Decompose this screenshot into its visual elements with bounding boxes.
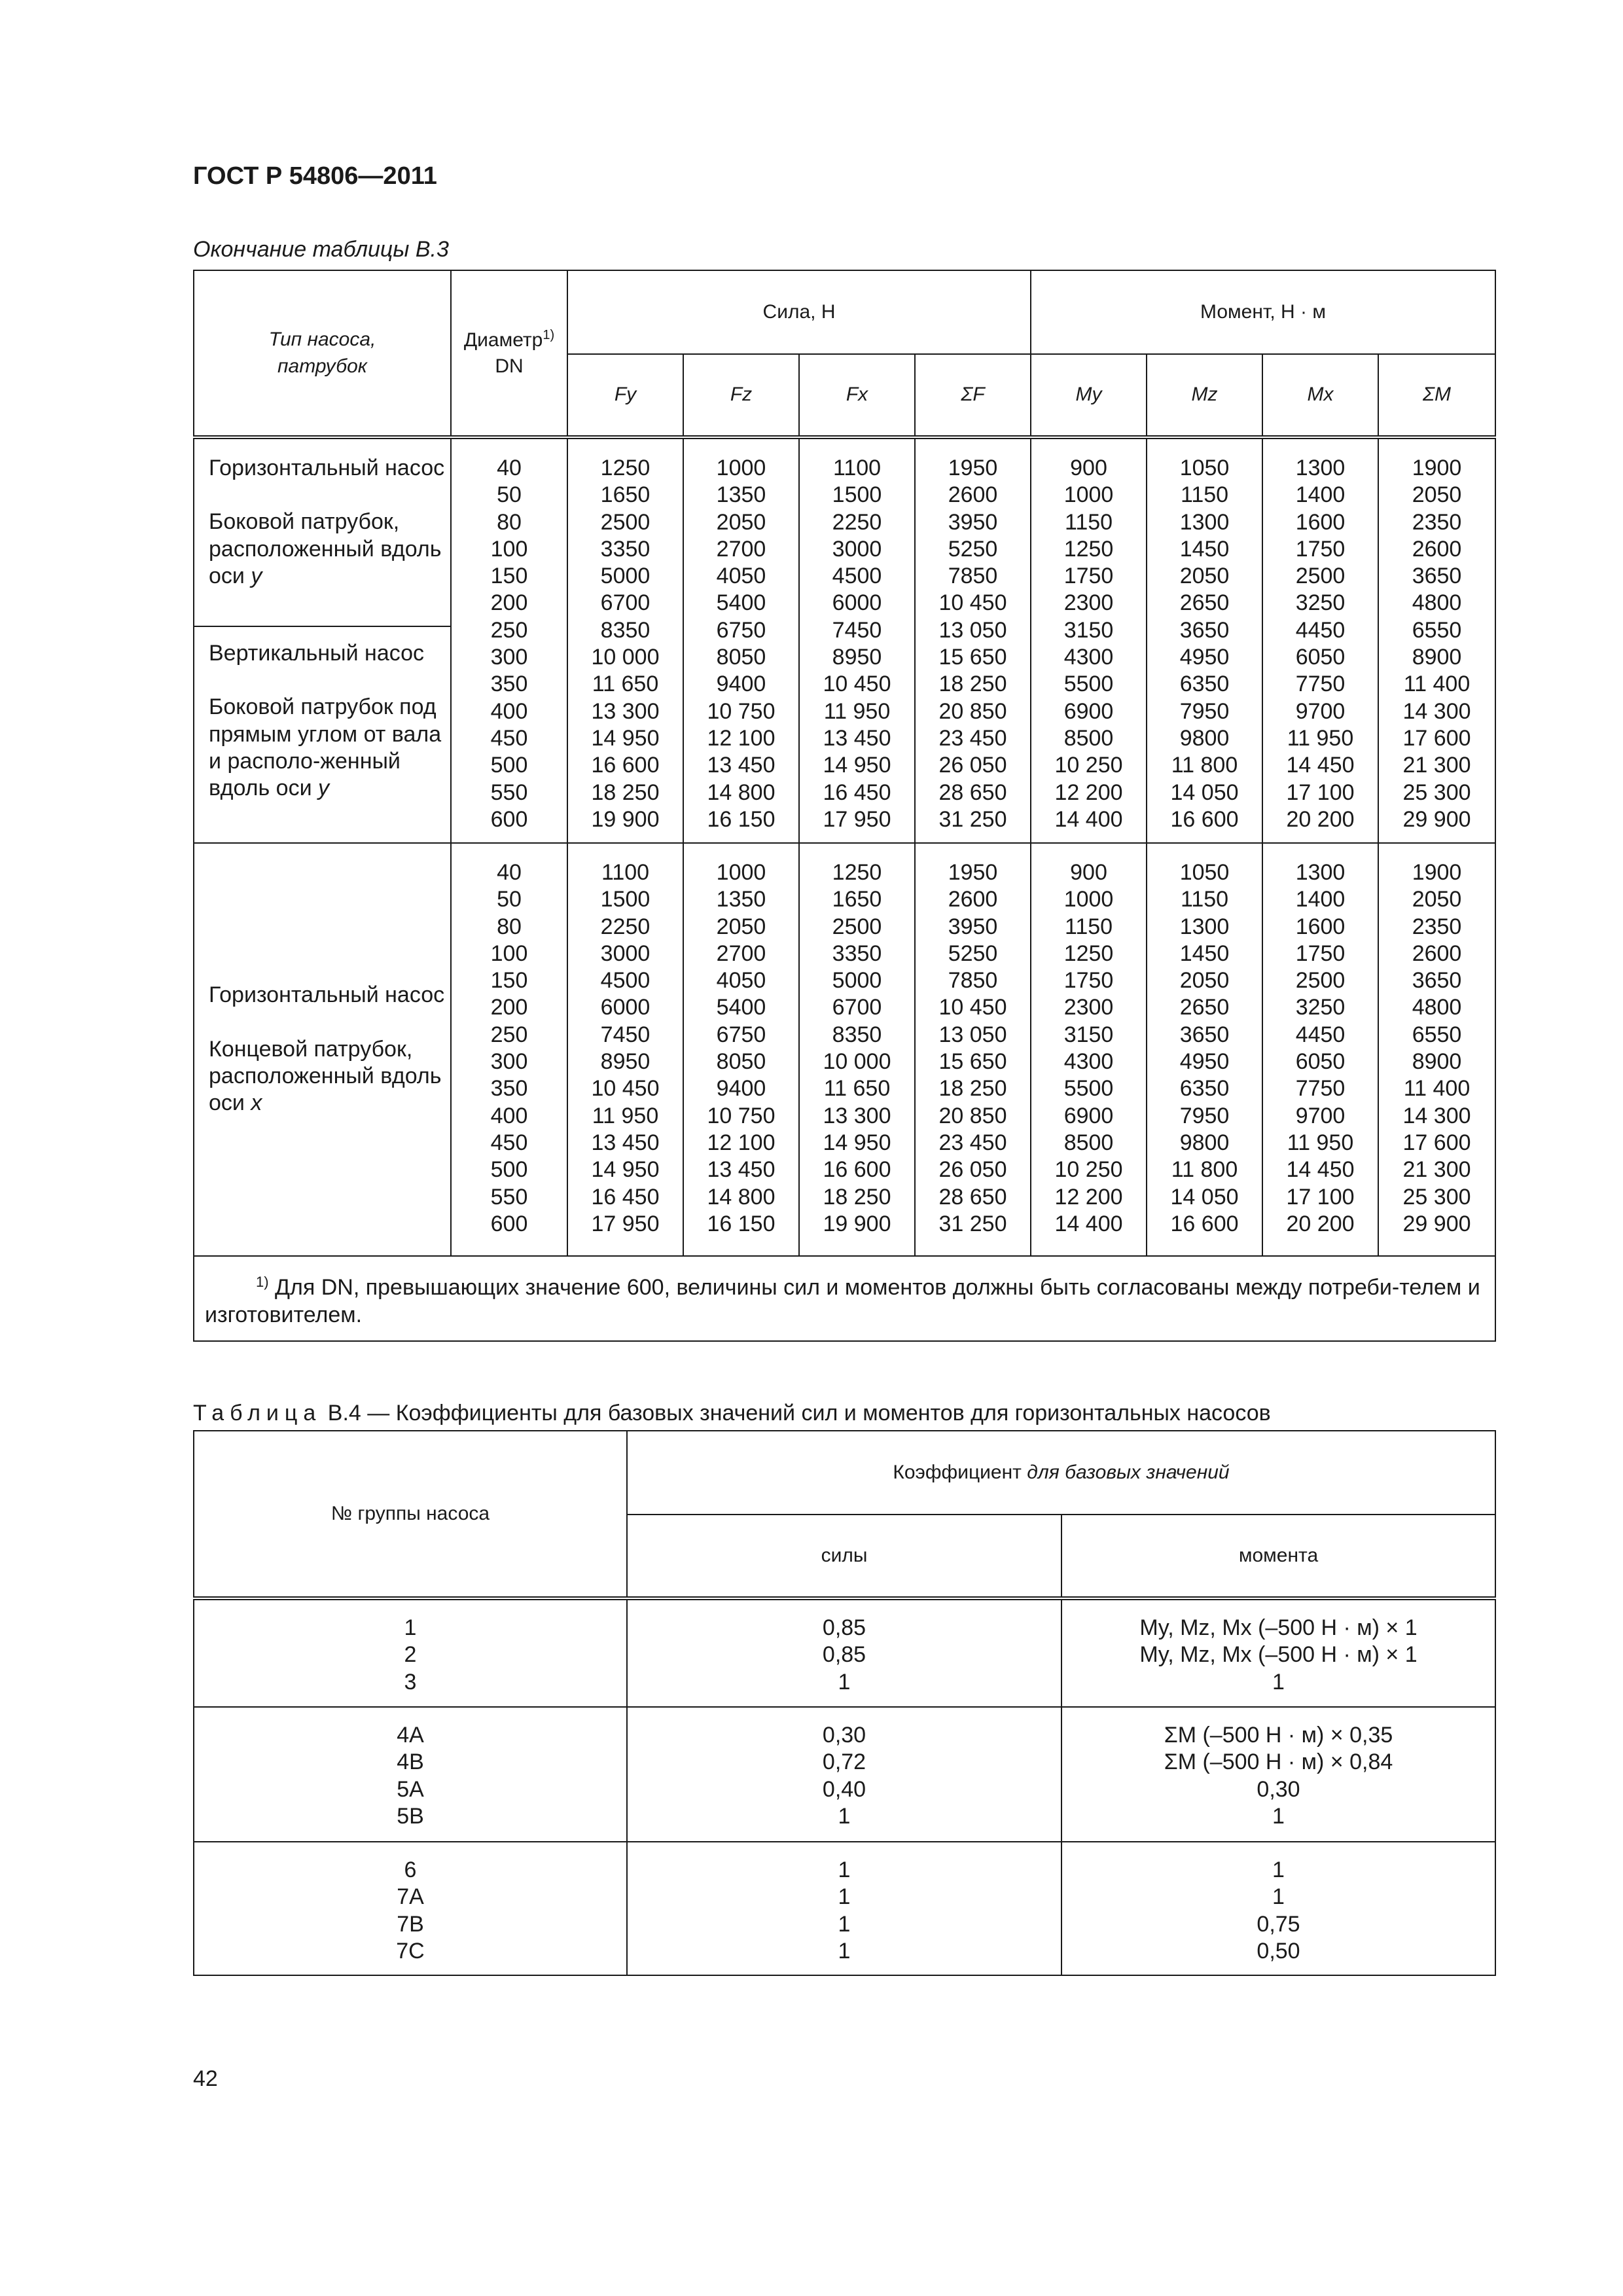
dn-column-group1: 40 50 80 100 150 200 250 300 350 400 450 500 550 600 <box>451 437 567 843</box>
table-b4-caption <box>193 1401 1271 1426</box>
label-end-nozzle-x: Концевой патрубок, расположенный вдоль оси x <box>209 1036 442 1116</box>
my-column-group2: 900 1000 1150 1250 1750 2300 3150 4300 5500 6900 8500 10 250 12 200 14 400 <box>1031 843 1147 1256</box>
sum-f-column-group2: 1950 2600 3950 5250 7850 10 450 13 050 15 650 18 250 20 850 23 450 26 050 28 650 31 250 <box>915 843 1031 1256</box>
sum-m-column-group1: 1900 2050 2350 2600 3650 4800 6550 8900 11 400 14 300 17 600 21 300 25 300 29 900 <box>1378 437 1495 843</box>
header-sum-m: ΣM <box>1378 354 1495 437</box>
label-pump-vertical: Вертикальный насос <box>209 641 425 666</box>
sum-f-column-group1: 1950 2600 3950 5250 7850 10 450 13 050 15 650 18 250 20 850 23 450 26 050 28 650 31 250 <box>915 437 1031 843</box>
mx-column-group2: 1300 1400 1600 1750 2500 3250 4450 6050 7750 9700 11 950 14 450 17 100 20 200 <box>1262 843 1378 1256</box>
header-my: My <box>1031 354 1147 437</box>
fx-column-group1: 1100 1500 2250 3000 4500 6000 7450 8950 10 450 11 950 13 450 14 950 16 450 17 950 <box>799 437 915 843</box>
header-force-group: Сила, Н <box>567 270 1031 354</box>
fz-column-group2: 1000 1350 2050 2700 4050 5400 6750 8050 9400 10 750 12 100 13 450 14 800 16 150 <box>683 843 799 1256</box>
label-side-nozzle-y: Боковой патрубок, расположенный вдоль оси y <box>209 509 442 588</box>
b4-block2-force: 0,30 0,72 0,40 1 <box>627 1707 1061 1842</box>
header-mx: Mx <box>1262 354 1378 437</box>
footnote-marker: 1) <box>256 1274 269 1290</box>
header-diameter-unit: DN <box>495 355 524 377</box>
label-horizontal-side-y <box>194 437 451 626</box>
label-pump-horizontal: Горизонтальный насос <box>209 456 445 480</box>
label-vertical-side-right-angle <box>194 626 451 843</box>
header-fx: Fx <box>799 354 915 437</box>
b4-block1-force: 0,85 0,85 1 <box>627 1598 1061 1707</box>
b4-block3-moment: 1 1 0,75 0,50 <box>1061 1842 1495 1975</box>
b4-block1-groups: 1 2 3 <box>194 1598 627 1707</box>
table-b3-continuation-caption: Окончание таблицы В.3 <box>193 237 449 262</box>
header-mz: Mz <box>1147 354 1262 437</box>
header-sum-f: ΣF <box>915 354 1031 437</box>
sum-m-column-group2: 1900 2050 2350 2600 3650 4800 6550 8900 11 400 14 300 17 600 21 300 25 300 29 900 <box>1378 843 1495 1256</box>
table-b4 <box>193 1430 1495 1975</box>
axis-y-label: y <box>318 776 330 801</box>
b4-block1-moment: My, Mz, Mx (–500 Н · м) × 1 My, Mz, Mx (–500 Н · м) × 1 1 <box>1061 1598 1495 1707</box>
footnote-ref: 1) <box>543 327 555 342</box>
dn-column-group2: 40 50 80 100 150 200 250 300 350 400 450 500 550 600 <box>451 843 567 1256</box>
header-diameter-label: Диаметр <box>463 329 543 351</box>
b4-block3-groups: 6 7A 7B 7C <box>194 1842 627 1975</box>
table-b4-caption-word: Таблица <box>193 1401 322 1426</box>
header-force: силы <box>627 1515 1061 1598</box>
header-fz: Fz <box>683 354 799 437</box>
document-title: ГОСТ Р 54806—2011 <box>193 162 437 190</box>
header-coefficient-italic: для базовых значений <box>1027 1462 1230 1483</box>
b4-block3-force: 1 1 1 1 <box>627 1842 1061 1975</box>
header-coefficient <box>627 1431 1495 1515</box>
label-side-nozzle-right-angle: Боковой патрубок под прямым углом от вала и располо-женный вдоль оси y <box>209 694 442 801</box>
fy-column-group2: 1100 1500 2250 3000 4500 6000 7450 8950 10 450 11 950 13 450 14 950 16 450 17 950 <box>567 843 683 1256</box>
b4-block2-groups: 4A 4B 5A 5B <box>194 1707 627 1842</box>
my-column-group1: 900 1000 1150 1250 1750 2300 3150 4300 5500 6900 8500 10 250 12 200 14 400 <box>1031 437 1147 843</box>
table-b4-caption-text: В.4 — Коэффициенты для базовых значений сил и моментов для горизонтальных насосов <box>327 1401 1271 1426</box>
header-fy: Fy <box>567 354 683 437</box>
mx-column-group1: 1300 1400 1600 1750 2500 3250 4450 6050 7750 9700 11 950 14 450 17 100 20 200 <box>1262 437 1378 843</box>
page-number: 42 <box>193 2066 218 2091</box>
mz-column-group2: 1050 1150 1300 1450 2050 2650 3650 4950 6350 7950 9800 11 800 14 050 16 600 <box>1147 843 1262 1256</box>
fz-column-group1: 1000 1350 2050 2700 4050 5400 6750 8050 9400 10 750 12 100 13 450 14 800 16 150 <box>683 437 799 843</box>
header-coefficient-word: Коэффициент <box>893 1462 1022 1483</box>
axis-x-label: x <box>251 1090 262 1116</box>
axis-y-label: y <box>251 563 262 588</box>
table-b3-footnote <box>194 1256 1495 1341</box>
header-group-number: № группы насоса <box>194 1431 627 1598</box>
fy-column-group1: 1250 1650 2500 3350 5000 6700 8350 10 000 11 650 13 300 14 950 16 600 18 250 19 900 <box>567 437 683 843</box>
fx-column-group2: 1250 1650 2500 3350 5000 6700 8350 10 000 11 650 13 300 14 950 16 600 18 250 19 900 <box>799 843 915 1256</box>
footnote-text: Для DN, превышающих значение 600, величины сил и моментов должны быть согласованы между потреби-телем и изготовителем. <box>205 1275 1480 1327</box>
label-pump-horizontal-2: Горизонтальный насос <box>209 982 445 1008</box>
table-b3 <box>193 270 1495 1326</box>
header-moment: момента <box>1061 1515 1495 1598</box>
mz-column-group1: 1050 1150 1300 1450 2050 2650 3650 4950 6350 7950 9800 11 800 14 050 16 600 <box>1147 437 1262 843</box>
header-diameter <box>451 270 567 437</box>
header-pump-type: Тип насоса, патрубок <box>194 270 451 437</box>
header-moment-group: Момент, Н · м <box>1031 270 1495 354</box>
b4-block2-moment: ΣM (–500 Н · м) × 0,35 ΣM (–500 Н · м) × 0,84 0,30 1 <box>1061 1707 1495 1842</box>
label-horizontal-end-x <box>194 843 451 1256</box>
